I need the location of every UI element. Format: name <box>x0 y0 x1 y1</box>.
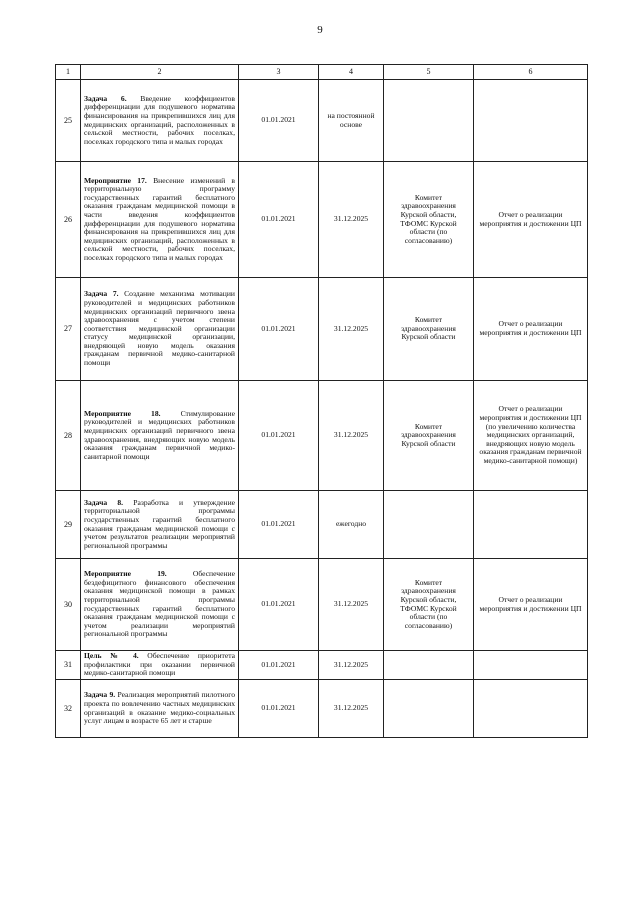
column-header: 2 <box>81 65 239 80</box>
expected-result: Отчет о реализации мероприятия и достижении ЦП <box>474 278 588 381</box>
table-row <box>56 491 588 559</box>
page-number: 9 <box>317 24 323 36</box>
end-date: 31.12.2025 <box>319 559 384 651</box>
row-number: 30 <box>56 559 81 651</box>
measure-text: Разработка и утверждение территориальной программы государственных гарантий бесплатного оказания гражданам медицинской помощи с учетом результатов реализации мероприятий региональной программы <box>84 497 235 550</box>
table-row <box>56 80 588 162</box>
end-date: 31.12.2025 <box>319 381 384 491</box>
measure-description <box>81 162 239 278</box>
responsible-executor <box>384 491 474 559</box>
measure-lead: Мероприятие 17. <box>84 175 147 185</box>
row-number: 26 <box>56 162 81 278</box>
table-row <box>56 680 588 738</box>
measure-lead: Мероприятие 18. <box>84 408 161 418</box>
end-date: 31.12.2025 <box>319 162 384 278</box>
row-number: 28 <box>56 381 81 491</box>
column-header: 6 <box>474 65 588 80</box>
measure-lead: Цель № 4. <box>84 651 139 661</box>
table-row <box>56 559 588 651</box>
measures-table <box>55 64 588 738</box>
expected-result: Отчет о реализации мероприятия и достижении ЦП (по увеличению количества медицинских организаций, внедряющих новую модель оказания гражданам первичной медико-санитарной помощи) <box>474 381 588 491</box>
responsible-executor: Комитет здравоохранения Курской области, ТФОМС Курской области (по согласованию) <box>384 559 474 651</box>
measure-description <box>81 680 239 738</box>
measure-description <box>81 491 239 559</box>
measure-lead: Задача 7. <box>84 289 119 299</box>
table-row <box>56 651 588 680</box>
table-row <box>56 278 588 381</box>
expected-result: Отчет о реализации мероприятия и достижении ЦП <box>474 559 588 651</box>
measure-text: Реализация мероприятий пилотного проекта по вовлечению частных медицинских организаций в оказание медико-социальных услуг лицам в возрасте 65 лет и старше <box>84 690 236 726</box>
responsible-executor: Комитет здравоохранения Курской области <box>384 278 474 381</box>
start-date: 01.01.2021 <box>239 80 319 162</box>
measure-description <box>81 559 239 651</box>
responsible-executor <box>384 680 474 738</box>
measure-text: Введение коэффициентов дифференциации для подушевого норматива финансирования на прикрепившихся лиц для медицинских организаций, расположенных в сельской местности, рабочих поселках, поселках городского типа и малых городах <box>84 93 235 146</box>
table-header-row <box>56 65 588 80</box>
measure-text: Создание механизма мотивации руководителей и медицинских работников медицинских организаций первичного звена здравоохранения с учетом степени соответствия медицинской организации статусу медицинской организации, внедряющей новую модель оказания гражданам первичной медико-санитарной помощи <box>84 289 235 368</box>
start-date: 01.01.2021 <box>239 278 319 381</box>
column-header: 5 <box>384 65 474 80</box>
start-date: 01.01.2021 <box>239 651 319 680</box>
expected-result <box>474 680 588 738</box>
responsible-executor: Комитет здравоохранения Курской области, ТФОМС Курской области (по согласованию) <box>384 162 474 278</box>
measure-description <box>81 80 239 162</box>
table-row <box>56 162 588 278</box>
start-date: 01.01.2021 <box>239 162 319 278</box>
measure-text: Обеспечение приоритета профилактики при оказании первичной медико-санитарной помощи <box>84 651 235 678</box>
responsible-executor <box>384 80 474 162</box>
end-date: на постоянной основе <box>319 80 384 162</box>
measure-description <box>81 651 239 680</box>
measure-text: Обеспечение бездефицитного финансового обеспечения оказания медицинской помощи в рамках территориальной программы государственных гарантий бесплатного оказания гражданам медицинской помощи с учетом реализации мероприятий региональной программы <box>84 569 235 639</box>
row-number: 29 <box>56 491 81 559</box>
column-header: 3 <box>239 65 319 80</box>
measure-lead: Мероприятие 19. <box>84 569 167 579</box>
row-number: 25 <box>56 80 81 162</box>
expected-result <box>474 80 588 162</box>
measure-text: Стимулирование руководителей и медицинских работников медицинских организаций первичного звена здравоохранения, внедряющих новую модель оказания гражданам первичной медико-санитарной помощи <box>84 408 235 461</box>
start-date: 01.01.2021 <box>239 559 319 651</box>
end-date: 31.12.2025 <box>319 680 384 738</box>
column-header: 4 <box>319 65 384 80</box>
column-header: 1 <box>56 65 81 80</box>
table-row <box>56 381 588 491</box>
measure-description <box>81 278 239 381</box>
end-date: 31.12.2025 <box>319 278 384 381</box>
row-number: 32 <box>56 680 81 738</box>
expected-result: Отчет о реализации мероприятия и достижении ЦП <box>474 162 588 278</box>
start-date: 01.01.2021 <box>239 491 319 559</box>
measure-lead: Задача 9. <box>84 690 116 700</box>
measure-lead: Задача 6. <box>84 93 127 103</box>
expected-result <box>474 491 588 559</box>
expected-result <box>474 651 588 680</box>
measure-text: Внесение изменений в территориальную программу государственных гарантий бесплатного оказания гражданам медицинской помощи в части введения коэффициентов дифференциации для подушевого норматива финансирования на прикрепившихся лиц для медицинских организаций, расположенных в сельской местности, рабочих поселках, поселках городского типа и малых городах <box>84 175 235 262</box>
measure-description <box>81 381 239 491</box>
responsible-executor: Комитет здравоохранения Курской области <box>384 381 474 491</box>
end-date: ежегодно <box>319 491 384 559</box>
row-number: 31 <box>56 651 81 680</box>
start-date: 01.01.2021 <box>239 381 319 491</box>
measure-lead: Задача 8. <box>84 497 124 507</box>
responsible-executor <box>384 651 474 680</box>
start-date: 01.01.2021 <box>239 680 319 738</box>
end-date: 31.12.2025 <box>319 651 384 680</box>
row-number: 27 <box>56 278 81 381</box>
